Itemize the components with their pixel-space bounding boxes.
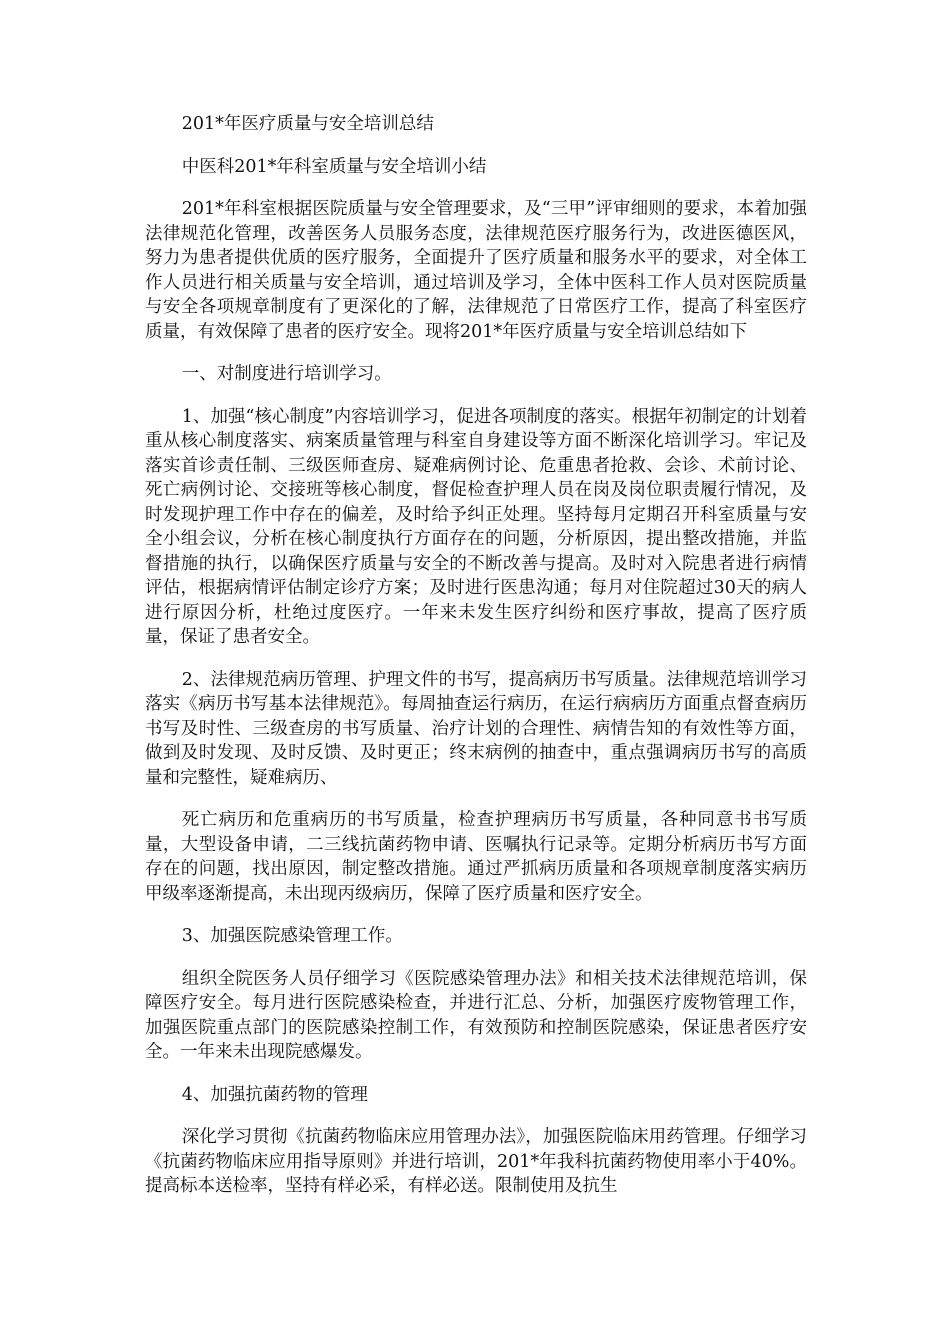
section-heading-1: 一、对制度进行培训学习。 — [181, 364, 392, 384]
section-heading-antibiotics: 4、加强抗菌药物的管理 — [181, 1084, 368, 1105]
paragraph-intro: 201*年科室根据医院质量与安全管理要求，及“三甲”评审细则的要求，本着加强法律规范化管理，改善医务人员服务态度，法律规范医疗服务行为，改进医德医风，努力为患者提供优质的医疗服务，全面提升了医疗质量和服务水平的要求，对全体工作人员进行相关质量与安全培训，通过培训及学习，全体中医科工作人员对医院质量与安全各项规章制度有了更深化的了解，法律规范了日常医疗工作，提高了科室医疗质量，有效保障了患者的医疗安全。现将201*年医疗质量与安全培训总结如下 — [145, 199, 807, 342]
paragraph-medical-records: 2、法律规范病历管理、护理文件的书写，提高病历书写质量。法律规范培训学习落实《病历书写基本法律规范》。每周抽查运行病历，在运行病病历方面重点督查病历书写及时性、三级查房的书写质量、治疗计划的合理性、病情告知的有效性等方面，做到及时发现、及时反馈、及时更正；终末病例的抽查中，重点强调病历书写的高质量和完整性，疑难病历、 — [145, 669, 807, 788]
document-subtitle: 中医科201*年科室质量与安全培训小结 — [181, 156, 487, 177]
paragraph-infection: 组织全院医务人员仔细学习《医院感染管理办法》和相关技术法律规范培训，保障医疗安全。每月进行医院感染检查，并进行汇总、分析，加强医疗废物管理工作，加强医院重点部门的医院感染控制工作，有效预防和控制医院感染，保证患者医疗安全。一年来未出现院感爆发。 — [145, 968, 807, 1062]
paragraph-records-continued: 死亡病历和危重病历的书写质量，检查护理病历书写质量，各种同意书书写质量，大型设备申请，二三线抗菌药物申请、医嘱执行记录等。定期分析病历书写方面存在的问题，找出原因，制定整改措施。通过严抓病历质量和各项规章制度落实病历甲级率逐渐提高，未出现丙级病历，保障了医疗质量和医疗安全。 — [145, 810, 807, 904]
document-body — [145, 112, 807, 1217]
paragraph-core-system: 1、加强“核心制度”内容培训学习，促进各项制度的落实。根据年初制定的计划着重从核心制度落实、病案质量管理与科室自身建设等方面不断深化培训学习。牢记及落实首诊责任制、三级医师查房、疑难病例讨论、危重患者抢救、会诊、术前讨论、死亡病例讨论、交接班等核心制度，督促检查护理人员在岗及岗位职责履行情况，及时发现护理工作中存在的偏差，及时给予纠正处理。坚持每月定期召开科室质量与安全小组会议，分析在核心制度执行方面存在的问题，分析原因，提出整改措施，并监督措施的执行，以确保医疗质量与安全的不断改善与提高。及时对入院患者进行病情评估，根据病情评估制定诊疗方案；及时进行医患沟通；每月对住院超过30天的病人进行原因分析，杜绝过度医疗。一年来未发生医疗纠纷和医疗事故，提高了医疗质量，保证了患者安全。 — [145, 406, 807, 647]
paragraph-antibiotics: 深化学习贯彻《抗菌药物临床应用管理办法》，加强医院临床用药管理。仔细学习《抗菌药物临床应用指导原则》并进行培训，201*年我科抗菌药物使用率小于40%。提高标本送检率，坚持有样必采，有样必送。限制使用及抗生 — [145, 1127, 807, 1196]
document-title: 201*年医疗质量与安全培训总结 — [181, 114, 434, 134]
section-heading-infection: 3、加强医院感染管理工作。 — [181, 926, 403, 946]
